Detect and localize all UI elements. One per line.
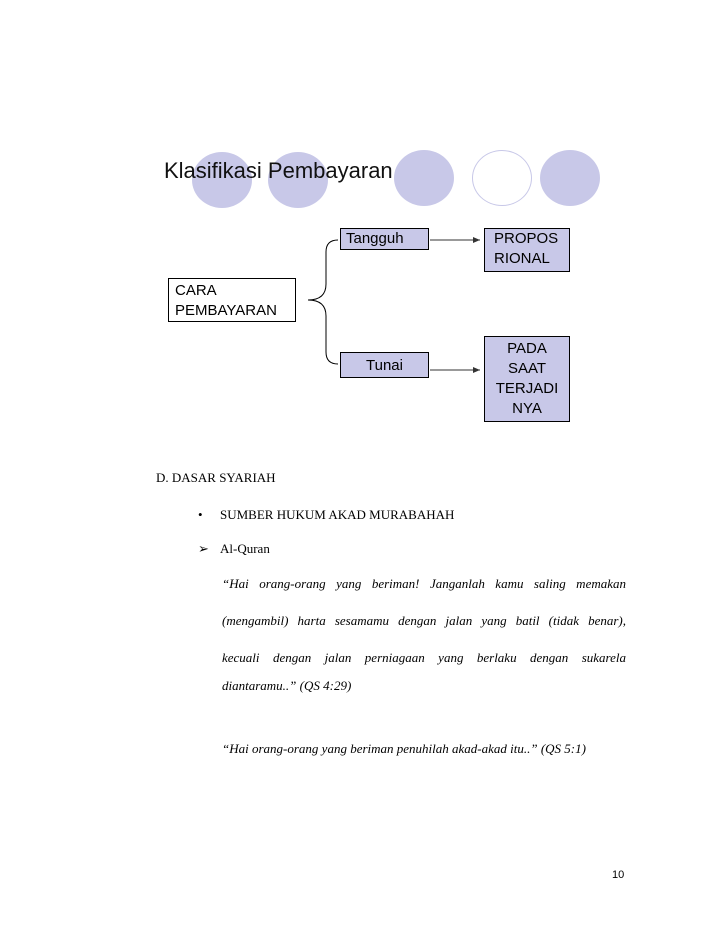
slide-title: Klasifikasi Pembayaran — [164, 158, 393, 183]
root-box-line-1: CARA — [175, 282, 217, 299]
target-line: PADA — [507, 340, 547, 357]
branch-box-tangguh-label: Tangguh — [346, 230, 404, 247]
bullet-arrow-icon: ➢ — [198, 541, 209, 556]
section-heading: D. DASAR SYARIAH — [156, 470, 276, 485]
target-line: TERJADI — [495, 380, 559, 397]
target-line: NYA — [512, 400, 542, 417]
quote-line: diantaramu..” (QS 4:29) — [222, 678, 352, 693]
branch-box-tangguh — [340, 228, 429, 250]
target-box-proporsional-line-2: RIONAL — [494, 250, 550, 267]
quote-line: “Hai orang-orang yang beriman! Janganlah kamu saling memakan — [222, 576, 626, 591]
brace-connector — [308, 240, 338, 364]
branch-box-tunai-label: Tunai — [366, 357, 403, 374]
target-box-proporsional-line-1: PROPOS — [494, 230, 559, 247]
page-number: 10 — [612, 869, 625, 881]
target-line: SAAT — [507, 360, 547, 377]
branch-box-tunai — [340, 352, 429, 378]
bullet-text: Al-Quran — [220, 541, 270, 556]
bullet-item-al-quran — [198, 541, 270, 557]
bullet-item-sumber-hukum — [198, 507, 454, 523]
quote-qs-5-1: “Hai orang-orang yang beriman penuhilah akad-akad itu..” (QS 5:1) — [222, 741, 586, 756]
bullet-text: SUMBER HUKUM AKAD MURABAHAH — [220, 507, 455, 522]
root-box-cara-pembayaran — [168, 278, 296, 322]
bullet-dot-icon: • — [198, 507, 203, 522]
quote-line: (mengambil) harta sesamamu dengan jalan yang batil (tidak benar), — [222, 613, 626, 628]
target-box-proporsional — [484, 228, 570, 272]
root-box-line-2: PEMBAYARAN — [175, 302, 277, 319]
target-box-pada-saat-terjadinya — [484, 336, 570, 422]
quote-line: kecuali dengan jalan perniagaan yang berlaku dengan sukarela — [222, 650, 626, 665]
